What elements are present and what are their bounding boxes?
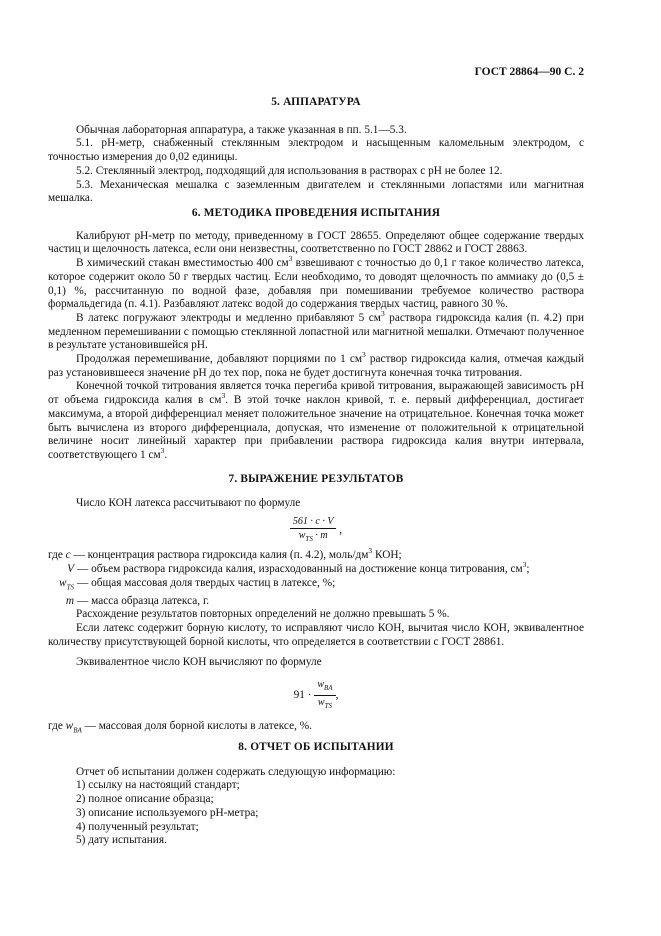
section-title: 8. ОТЧЕТ ОБ ИСПЫТАНИИ <box>238 741 394 753</box>
page-header: ГОСТ 28864—90 С. 2 <box>474 66 584 78</box>
fraction: $\frac{561 \cdot c \cdot V}{w_{TS} \cdot m}$ <box>290 516 337 545</box>
section-report <box>48 741 584 848</box>
list-item: 3) описание используемого pH-метра; <box>76 806 259 819</box>
paragraph: 5.2. Стеклянный электрод, подходящий для использования в растворах с pH не более 12. <box>76 164 503 177</box>
section-title: 6. МЕТОДИКА ПРОВЕДЕНИЯ ИСПЫТАНИЯ <box>191 207 441 219</box>
formula-legend: где c — концентрация раствора гидроксида калия (п. 4.2), моль/$дм^3$ КОН; V — объем раствора гидроксида калия, израсходованный на достижение конца титрования, $см^3$; $w_{TS}$ — общая массовая доля твердых частиц в латексе, %; m — масса образца латекса, г. <box>48 546 530 607</box>
report-list <box>48 779 584 848</box>
section-title: 7. ВЫРАЖЕНИЕ РЕЗУЛЬТАТОВ <box>228 473 404 485</box>
paragraph: Продолжая перемешивание, добавляют порциями по 1 $см^3$ раствор гидроксида калия, отмечая каждый раз установившееся значение pH до тех пор, пока не будет достигнута конечная точка титрования. <box>48 350 585 379</box>
paragraph: Число КОН латекса рассчитывают по формуле <box>76 496 301 509</box>
paragraph: Конечной точкой титрования является точка перегиба кривой титрования, выражающей зависимость pH от объема гидроксида калия в $см^3$. В этой точке наклон кривой, т. е. первый дифференциал, достигает максимума, а второй дифференциал меняет положительное значение на отрицательное. Конечная точка может быть вычислена из второго дифференциала, допуская, что изменение от положительной к отрицательной величине носит линейный характер при прибавлении раствора гидроксида калия внутри интервала, соответствующего 1 $см^3$. <box>48 380 584 461</box>
section-apparatus <box>48 96 584 206</box>
section-title: 5. АППАРАТУРА <box>271 96 361 108</box>
paragraph: Если латекс содержит борную кислоту, то исправляют число КОН, вычитая число КОН, эквивалентное количеству присутствующей борной кислоты, что определяется в соответствии с ГОСТ 28861. <box>48 622 584 648</box>
list-item: 2) полное описание образца; <box>76 793 214 806</box>
formula-koh: $\frac{561 \cdot c \cdot V}{w_{TS} \cdot m}$ , <box>48 516 584 545</box>
paragraph: 5.1. pH-метр, снабженный стеклянным электродом и насыщенным каломельным электродом, с точностью измерения до 0,02 единицы. <box>48 137 584 164</box>
paragraph: Калибруют pH-метр по методу, приведенному в ГОСТ 28655. Определяют общее содержание твердых частиц и щелочность латекса, если они неизвестны, соответственно по ГОСТ 28862 и ГОСТ 28863. <box>48 229 584 256</box>
paragraph: Отчет об испытании должен содержать следующую информацию: <box>76 765 396 778</box>
paragraph: Расхождение результатов повторных определений не должно превышать 5 %. <box>76 608 450 621</box>
list-item: 1) ссылку на настоящий стандарт; <box>76 779 240 792</box>
paragraph: В латекс погружают электроды и медленно прибавляют 5 $см^3$ раствора гидроксида калия (п. 4.2) при медленном перемешивании с помощью стеклянной лопастной или магнитной мешалки. Отмечают полученное в результате установившейся pH. <box>48 309 584 352</box>
paragraph: В химический стакан вместимостью 400 $см^3$ взвешивают с точностью до 0,1 г такое количество латекса, которое содержит около 50 г твердых частиц. Если необходимо, то доводят щелочность по аммиаку до (0,5 ± 0,1) %, рассчитанную по водной фазе, добавляя при помешивании требуемое количество раствора формальдегида (п. 4.1). Разбавляют латекс водой до содержания твердых частиц, равного 30 %. <box>48 254 584 311</box>
fraction: $\frac{w_{BA}}{w_{TS}}$ <box>314 679 335 712</box>
list-item: 4) полученный результат; <box>76 820 199 833</box>
section-results <box>48 473 584 738</box>
paragraph: 5.3. Механическая мешалка с заземленным двигателем и стеклянными лопастями или магнитная мешалка. <box>48 178 584 205</box>
paragraph: где $w_{BA}$ — массовая доля борной кислоты в латексе, %. <box>48 720 312 735</box>
list-item: 5) дату испытания. <box>76 834 167 847</box>
formula-equivalent: 91 · $\frac{w_{BA}}{w_{TS}}$ , <box>293 679 339 711</box>
paragraph: Обычная лабораторная аппаратура, а также указанная в пп. 5.1—5.3. <box>76 123 407 136</box>
section-procedure <box>48 207 584 463</box>
paragraph: Эквивалентное число КОН вычисляют по формуле <box>76 655 322 668</box>
